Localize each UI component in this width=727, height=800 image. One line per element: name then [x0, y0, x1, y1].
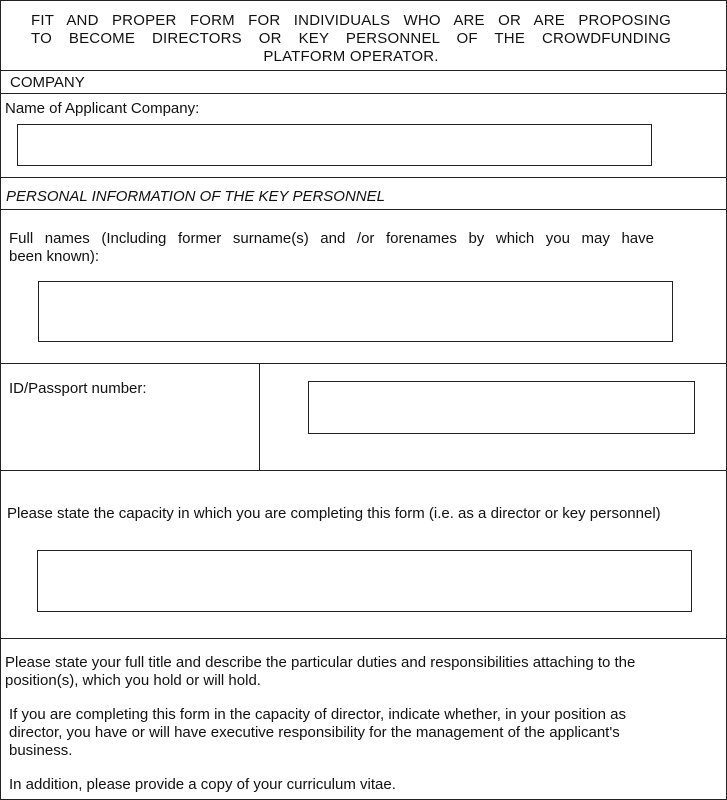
- title-duties-label: [5, 654, 635, 690]
- id-passport-field[interactable]: [308, 381, 695, 434]
- id-passport-row: [1, 364, 726, 471]
- director-note-line-3: business.: [9, 742, 73, 759]
- company-name-label: Name of Applicant Company:: [5, 100, 200, 117]
- personal-section-row: [1, 178, 726, 210]
- id-passport-divider: [259, 363, 260, 470]
- capacity-label: Please state the capacity in which you are completing this form (i.e. as a director or key personnel): [7, 505, 661, 522]
- director-note-line-2: director, you have or will have executive responsibility for the management of the applicant's: [9, 724, 620, 741]
- company-section-heading: COMPANY: [10, 74, 85, 91]
- form-title-row: [1, 1, 726, 71]
- form-title-line-1: FIT AND PROPER FORM FOR INDIVIDUALS WHO ARE OR ARE PROPOSING: [31, 12, 671, 29]
- company-section-row: [1, 71, 726, 94]
- full-names-label-line-1: Full names (Including former surname(s) and /or forenames by which you may have: [9, 230, 654, 247]
- capacity-field[interactable]: [37, 550, 692, 612]
- cv-note: In addition, please provide a copy of your curriculum vitae.: [9, 776, 396, 793]
- company-name-row: [1, 94, 726, 178]
- form-title-line-3: PLATFORM OPERATOR.: [263, 48, 439, 65]
- id-passport-label: ID/Passport number:: [9, 380, 147, 397]
- full-names-label: [9, 230, 654, 266]
- company-name-field[interactable]: [17, 124, 652, 166]
- director-note-line-1: If you are completing this form in the capacity of director, indicate whether, in your position as: [9, 706, 626, 723]
- full-names-field[interactable]: [38, 281, 673, 342]
- director-note: [9, 706, 626, 760]
- form-title: [31, 12, 671, 66]
- full-names-row: [1, 210, 726, 364]
- personal-section-heading: PERSONAL INFORMATION OF THE KEY PERSONNEL: [6, 188, 385, 205]
- title-duties-row: [1, 639, 726, 799]
- title-duties-label-line-1: Please state your full title and describe the particular duties and responsibilities attaching to the: [5, 654, 636, 671]
- capacity-row: [1, 471, 726, 639]
- form-title-line-2: TO BECOME DIRECTORS OR KEY PERSONNEL OF THE CROWDFUNDING: [31, 30, 671, 47]
- full-names-label-line-2: been known):: [9, 248, 100, 265]
- title-duties-label-line-2: position(s), which you hold or will hold.: [5, 672, 261, 689]
